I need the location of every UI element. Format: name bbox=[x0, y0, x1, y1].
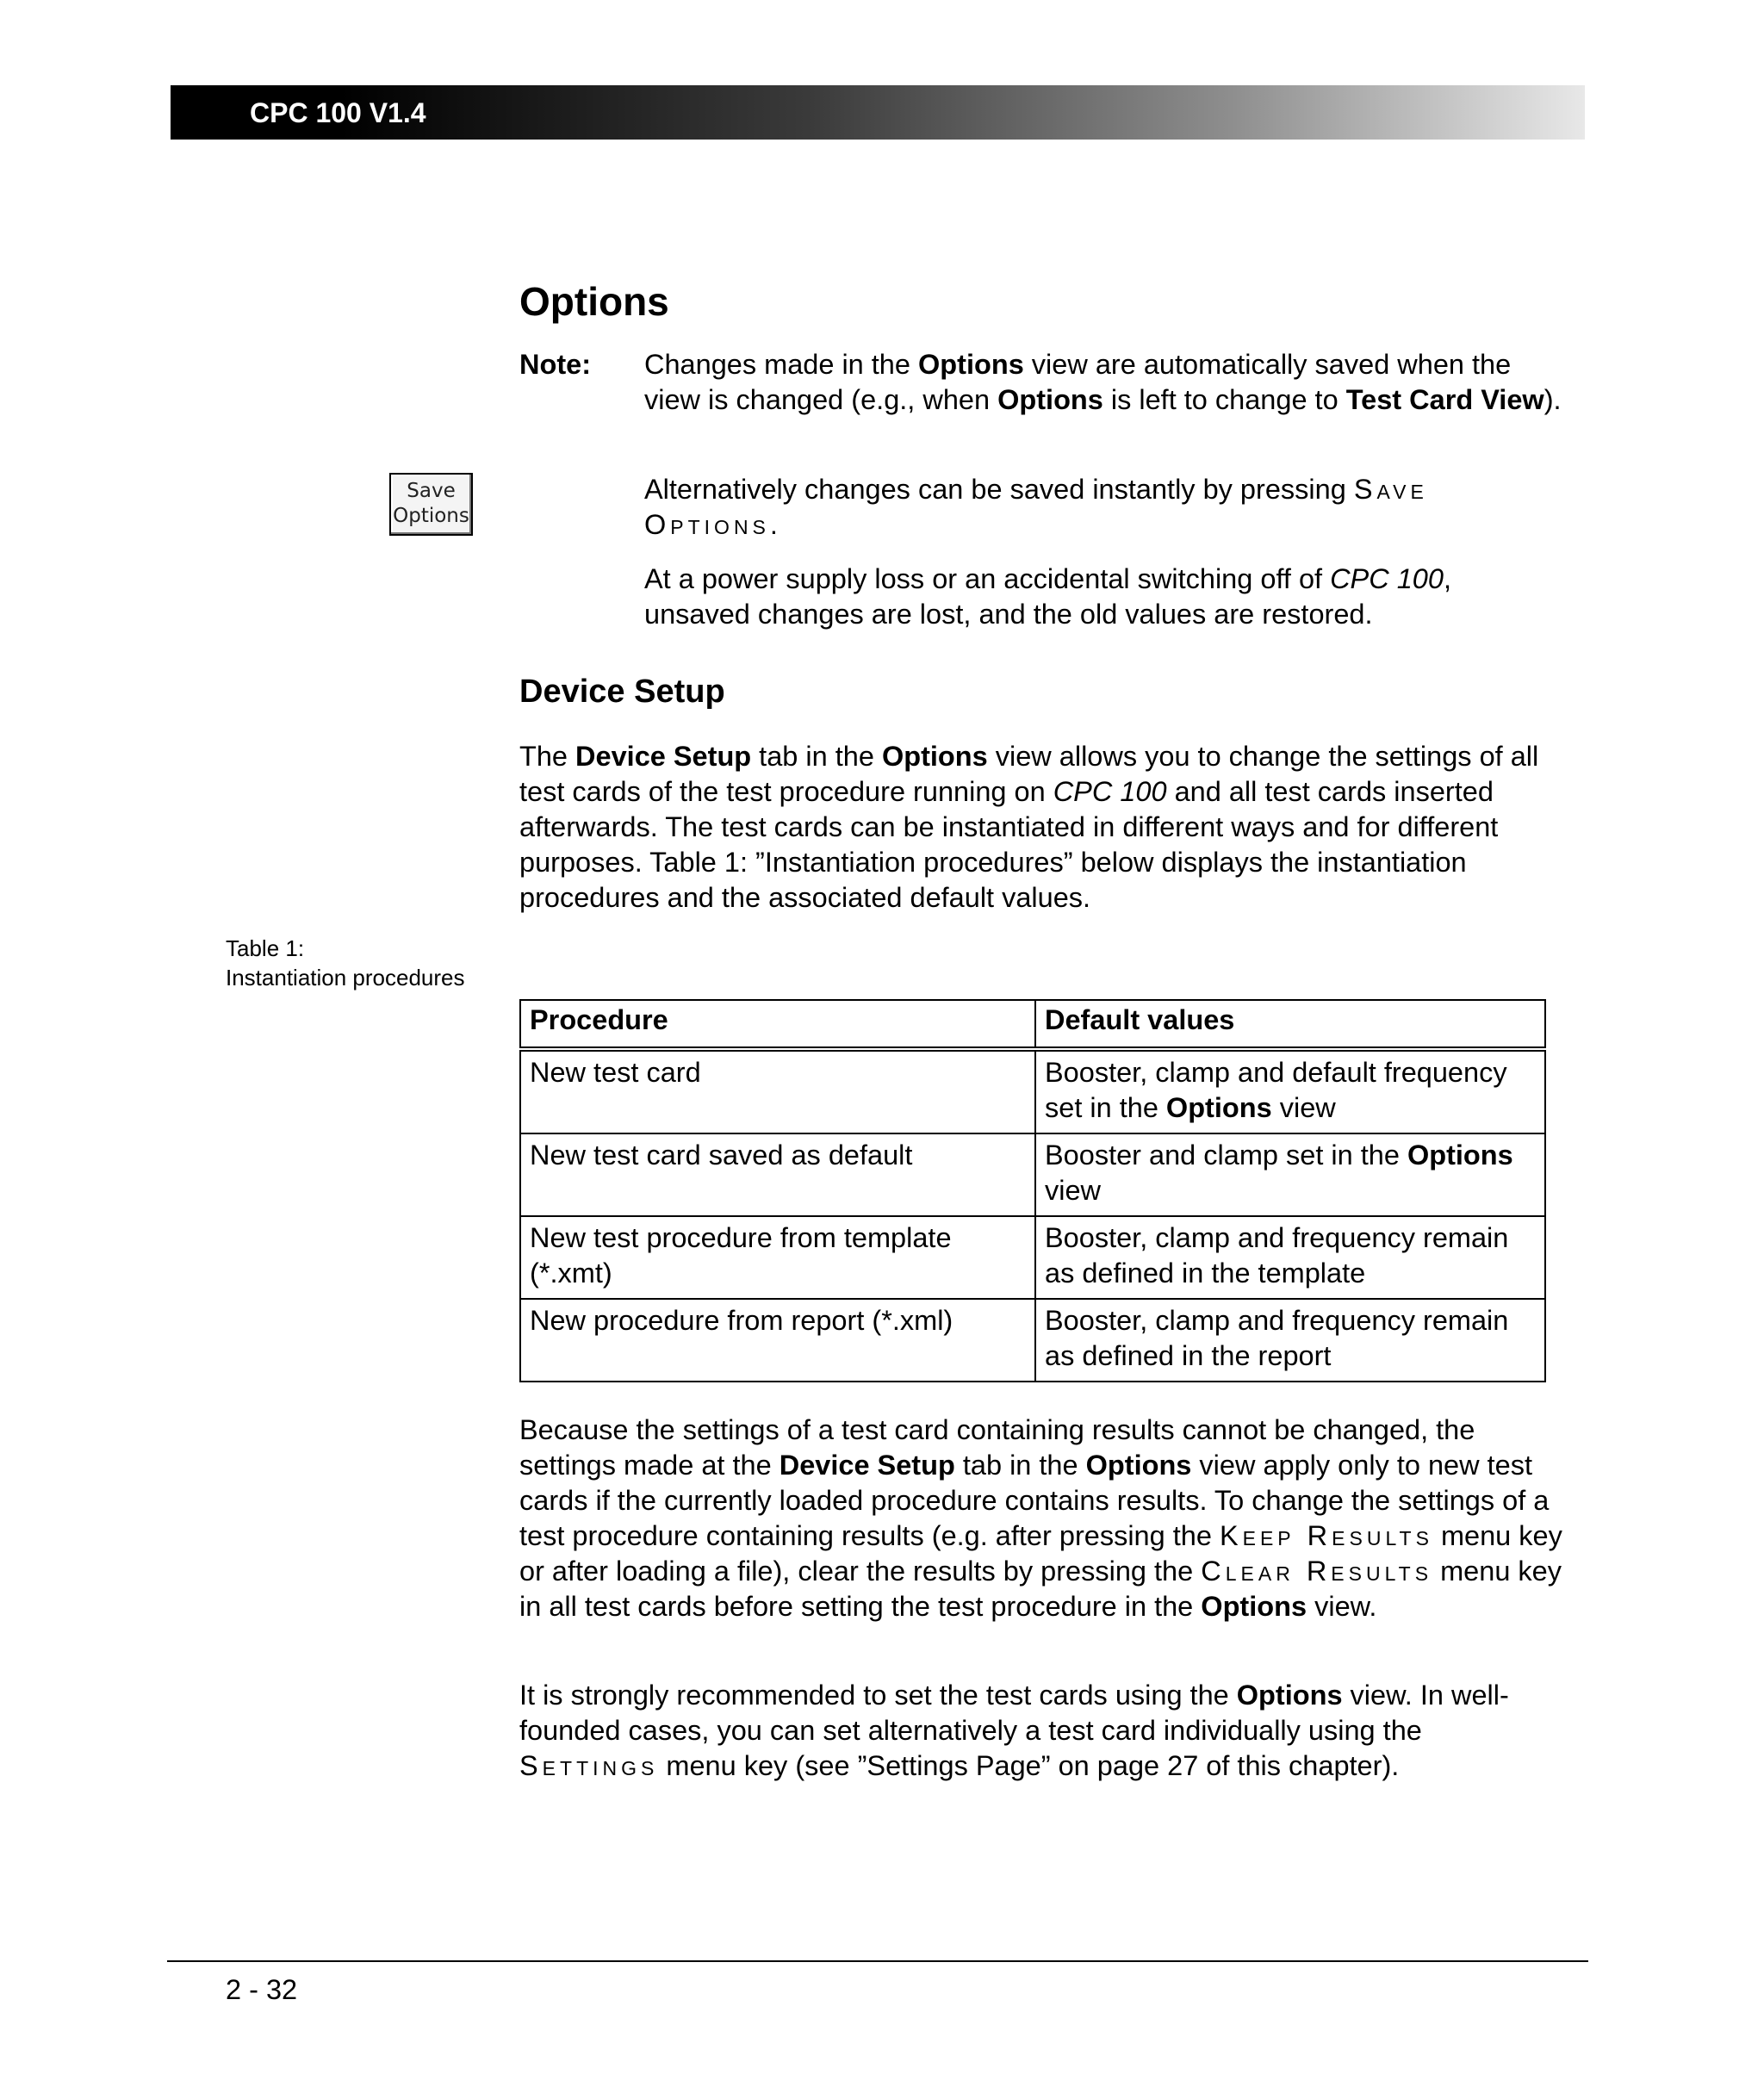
header-bar bbox=[171, 85, 1585, 140]
column-header-default-values: Default values bbox=[1035, 1000, 1545, 1049]
table-caption bbox=[226, 934, 465, 992]
cell-default-values: Booster, clamp and frequency remain as defined in the template bbox=[1035, 1216, 1545, 1299]
save-options-button-line2: Options bbox=[393, 505, 469, 527]
table-caption-title: Instantiation procedures bbox=[226, 965, 465, 991]
table-row bbox=[520, 1049, 1545, 1133]
table-row bbox=[520, 1216, 1545, 1299]
subsection-title: Device Setup bbox=[519, 674, 725, 710]
section-title: Options bbox=[519, 279, 669, 324]
note-label: Note: bbox=[519, 349, 592, 380]
recommendation-paragraph: It is strongly recommended to set the test cards using the Options view. In well-founded cases, you can set alternatively a test card individually using the Settings menu key (see ”Settings Page” on page 27 of this chapter). bbox=[519, 1680, 1509, 1781]
table-row bbox=[520, 1299, 1545, 1382]
table-row bbox=[520, 1133, 1545, 1216]
cell-procedure: New test procedure from template (*.xmt) bbox=[520, 1216, 1035, 1299]
cell-procedure: New test card saved as default bbox=[520, 1133, 1035, 1216]
cell-procedure: New procedure from report (*.xml) bbox=[520, 1299, 1035, 1382]
save-options-button[interactable] bbox=[389, 473, 473, 536]
cell-default-values: Booster, clamp and frequency remain as defined in the report bbox=[1035, 1299, 1545, 1382]
results-paragraph: Because the settings of a test card containing results cannot be changed, the settings made at the Device Setup tab in the Options view apply only to new test cards if the currently loaded procedure contains results. To change the settings of a test procedure containing results (e.g. after pressing the Keep Results menu key or after loading a file), clear the results by pressing the Clear Results menu key in all test cards before setting the test procedure in the Options view. bbox=[519, 1414, 1562, 1622]
note-paragraph-1: Changes made in the Options view are automatically saved when the view is changed (e.g., when Options is left to change to Test Card View). bbox=[644, 349, 1562, 415]
device-setup-intro: The Device Setup tab in the Options view allows you to change the settings of all test cards of the test procedure running on CPC 100 and all test cards inserted afterwards. The test cards can be instantiated in different ways and for different purposes. Table 1: ”Instantiation procedures” below displays the instantiation procedures and the associated default values. bbox=[519, 741, 1539, 913]
cell-default-values: Booster and clamp set in the Options view bbox=[1035, 1133, 1545, 1216]
page-number: 2 - 32 bbox=[226, 1974, 298, 2005]
note-paragraph-3: At a power supply loss or an accidental switching off of CPC 100, unsaved changes are lost, and the old values are restored. bbox=[644, 563, 1451, 630]
table-caption-number: Table 1: bbox=[226, 935, 305, 961]
save-options-button-line1: Save bbox=[407, 480, 456, 502]
cell-procedure: New test card bbox=[520, 1049, 1035, 1133]
footer-divider bbox=[167, 1960, 1588, 1962]
header-title: CPC 100 V1.4 bbox=[250, 97, 426, 128]
note-paragraph-2: Alternatively changes can be saved instantly by pressing Save Options. bbox=[644, 474, 1428, 540]
table-header-row bbox=[520, 1000, 1545, 1049]
column-header-procedure: Procedure bbox=[520, 1000, 1035, 1049]
instantiation-procedures-table bbox=[519, 999, 1546, 1382]
cell-default-values: Booster, clamp and default frequency set in the Options view bbox=[1035, 1049, 1545, 1133]
